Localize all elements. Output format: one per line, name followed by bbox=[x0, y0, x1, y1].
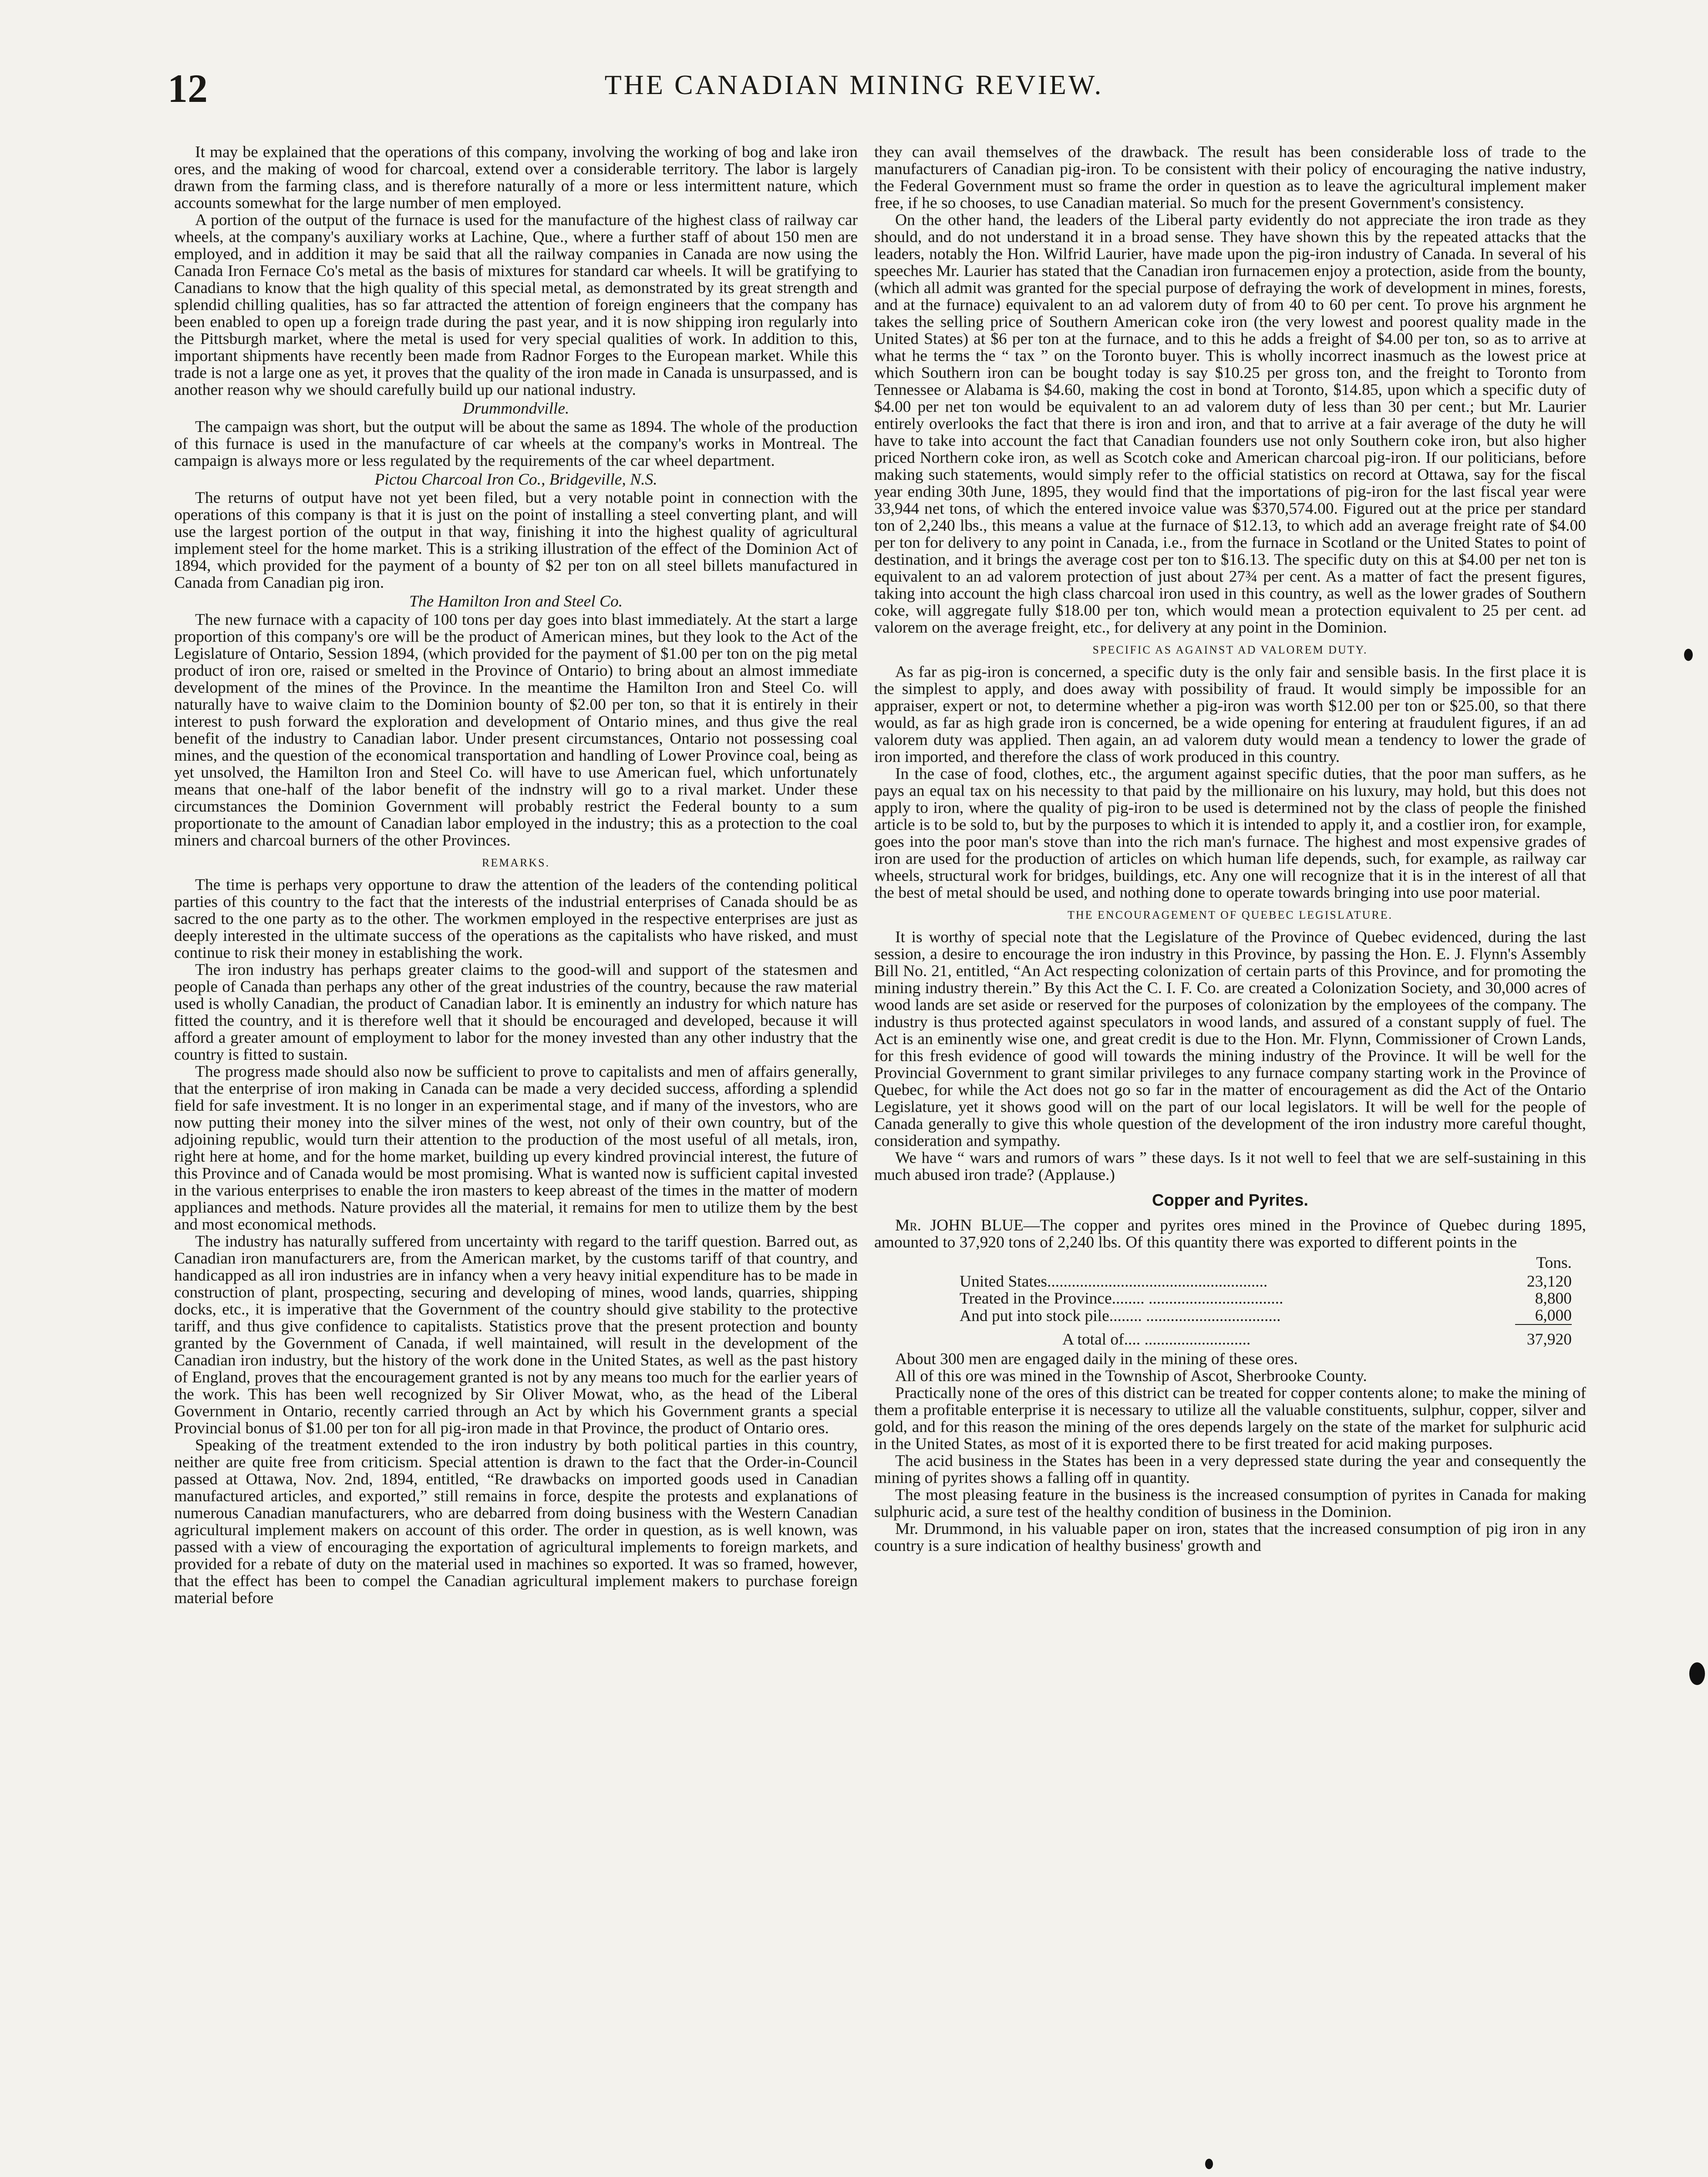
paragraph: About 300 men are engaged daily in the mining of these ores. bbox=[895, 1350, 1298, 1368]
paragraph: All of this ore was mined in the Township of Ascot, Sherbrooke County. bbox=[895, 1367, 1367, 1385]
table-cell-label: United States...................................................... bbox=[960, 1273, 1268, 1291]
right-column bbox=[874, 144, 1586, 1554]
section-heading-remarks: REMARKS. bbox=[482, 856, 550, 869]
table-row bbox=[960, 1290, 1572, 1307]
table-cell-value: 6,000 bbox=[1515, 1307, 1572, 1324]
paragraph: In the case of food, clothes, etc., the argument against specific duties, that the poor man suffers, as he pays an equal tax on his necessity to that paid by the millionaire on his luxury, may hold, but this does not apply to iron, where the quality of pig-iron to be used is determined not by the class of people the finished article is to be sold to, but by the purposes to which it is intended to apply it, and a costlier iron, for example, goes into the poor man's stove than into the rich man's furnace. The highest and most expensive grades of iron are used for the production of articles on which human life depends, such, for example, as railway car wheels, structural work for bridges, buildings, etc. Any one will recognize that it is in the interest of all that the best of metal should be used, and nothing done to operate towards bringing into use poor material. bbox=[874, 765, 1586, 902]
table-cell-value: 8,800 bbox=[1535, 1290, 1572, 1308]
table-total-row bbox=[960, 1324, 1572, 1348]
table-row bbox=[960, 1273, 1572, 1290]
paragraph: they can avail themselves of the drawback. The result has been considerable loss of trade to the manufacturers of Canadian pig-iron. To be consistent with their policy of encouraging the native industry, the Federal Government must so frame the order in question as to leave the agricultural implement maker free, if he so chooses, to use Canadian material. So much for the present Government's consistency. bbox=[874, 143, 1586, 212]
article-title-copper-pyrites: Copper and Pyrites. bbox=[1152, 1191, 1308, 1210]
tonnage-table bbox=[960, 1254, 1572, 1348]
tons-column-header: Tons. bbox=[1536, 1254, 1572, 1272]
section-heading-pictou: Pictou Charcoal Iron Co., Bridgeville, N.S. bbox=[374, 471, 657, 489]
paragraph: A portion of the output of the furnace is used for the manufacture of the highest class of railway car wheels, at the company's auxiliary works at Lachine, Que., where a further staff of about 150 men are employed, and in addition it may be said that all the railway companies in Canada are now using the Canada Iron Fernace Co's metal as the basis of mixtures for standard car wheels. It will be gratifying to Canadians to know that the high quality of this special metal, as demonstrated by its great strength and splendid chilling qualities, has so far attracted the attention of foreign engineers that the company has been enabled to open up a foreign trade during the past year, and it is now shipping iron regularly into the Pittsburgh market, where the metal is used for very special qualities of work. In addition to this, important shipments have recently been made from Radnor Forges to the European market. While this trade is not a large one as yet, it proves that the quality of the iron made in Canada is unsurpassed, and is another reason why we should carefully build up our national industry. bbox=[174, 211, 858, 399]
paragraph: The time is perhaps very opportune to draw the attention of the leaders of the contending political parties of this country to the fact that the interests of the industrial enterprises of Canada should be as sacred to the one party as to the other. The workmen employed in the respective enterprises are just as deeply interested in the ultimate success of the operations as the capitalists who have risked, and must continue to risk their money in establishing the work. bbox=[174, 876, 858, 962]
paragraph: The new furnace with a capacity of 100 tons per day goes into blast immediately. At the start a large proportion of this company's ore will be the product of American mines, but they look to the Act of the Legislature of Ontario, Session 1894, (which provided for the payment of $1.00 per ton on the pig metal product of iron ore, raised or smelted in the Province of Ontario) to bring about an almost immediate development of the mines of the Province. In the meantime the Hamilton Iron and Steel Co. will naturally have to waive claim to the Dominion bounty of $2.00 per ton, so that it is entirely in their interest to push forward the exploration and development of Ontario mines, and thus give the real benefit of the industry to Canadian labor. Under present circumstances, Ontario not possessing coal mines, and the question of the economical transportation and handling of Lower Province coal, being as yet unsolved, the Hamilton Iron and Steel Co. will have to use American fuel, which unfortunately means that one-half of the labor benefit of the indnstry will go to a rival market. Under these circumstances the Dominion Government will probably restrict the Federal bounty to a sum proportionate to the amount of Canadian labor employed in the industry; this as a protection to the coal miners and charcoal burners of the other Provinces. bbox=[174, 611, 858, 849]
table-cell-value: 23,120 bbox=[1526, 1273, 1572, 1291]
table-total-value: 37,920 bbox=[1526, 1331, 1572, 1348]
paragraph: The iron industry has perhaps greater claims to the good-will and support of the statesmen and people of Canada than perhaps any other of the great industries of the country, because the raw material used is wholly Canadian, the product of Canadian labor. It is eminently an industry for which nature has fitted the country, and it is therefore well that it should be encouraged and developed, because it will afford a greater amount of employment to labor for the money invested than any other industry that the country is fitted to sustain. bbox=[174, 961, 858, 1064]
table-row bbox=[960, 1307, 1572, 1324]
table-cell-label: And put into stock pile........ ................................. bbox=[960, 1307, 1281, 1325]
paragraph: The industry has naturally suffered from uncertainty with regard to the tariff question. Barred out, as Canadian iron manufacturers are, from the American market, by the customs tariff of that country, and handicapped as all iron industries are in infancy when a very heavy initial expenditure has to be made in construction of plant, prospecting, securing and developing of mines, wood lands, quarries, shipping docks, etc., it is imperative that the Government of the country should give stability to the protective tariff, and thus give confidence to capitalists. Statistics prove that the present protection and bounty granted by the Government of Canada, if well maintained, will result in the development of the Canadian iron industry, but the history of the work done in the United States, as well as the past history of England, proves that the encouragement granted is not by any means too much for the earlier years of the work. This has been well recognized by Sir Oliver Mowat, who, as the head of the Liberal Government in Ontario, recently carried through an Act by which his Government grants a special Provincial bonus of $1.00 per ton for all pig-iron made in that Province, the product of Ontario ores. bbox=[174, 1233, 858, 1437]
paragraph: The campaign was short, but the output will be about the same as 1894. The whole of the production of this furnace is used in the manufacture of car wheels at the company's works in Montreal. The campaign is always more or less regulated by the requirements of the car wheel department. bbox=[174, 418, 858, 470]
paragraph: It is worthy of special note that the Legislature of the Province of Quebec evidenced, during the last session, a desire to encourage the iron industry in this Province, by passing the Hon. E. J. Flynn's Assembly Bill No. 21, entitled, “An Act respecting colonization of certain parts of this Province, and for promoting the mining industry therein.” By this Act the C. I. F. Co. are created a Colonization Society, and 30,000 acres of wood lands are set aside or reserved for the purposes of colonization by the employees of the company. The industry is thus protected against speculators in wood lands, and assured of a constant supply of fuel. The Act is an eminently wise one, and great credit is due to the Hon. Mr. Flynn, Commissioner of Crown Lands, for this fresh evidence of good will towards the mining industry of the Province. It will be well for the Provincial Government to grant similar privileges to any furnace company starting work in the Province of Quebec, for while the Act does not go so far in the matter of encouragement as did the Act of the Ontario Legislature, yet it shows good will on the part of our local legislators. It will be well for the people of Canada generally to give this whole question of the development of the iron industry more careful thought, consideration and sympathy. bbox=[874, 928, 1586, 1150]
author-name: Mr. JOHN BLUE bbox=[895, 1217, 1024, 1234]
section-heading-quebec: THE ENCOURAGEMENT OF QUEBEC LEGISLATURE. bbox=[1067, 909, 1393, 921]
paragraph: As far as pig-iron is concerned, a specific duty is the only fair and sensible basis. In the first place it is the simplest to apply, and does away with possibility of fraud. It would simply be impossible for an appraiser, expert or not, to determine whether a pig-iron was worth $12.00 per ton or $25.00, so that there would, as far as high grade iron is concerned, be a wide opening for entering at fraudulent figures, if an ad valorem duty was applied. Then again, an ad valorem duty would mean a tendency to lower the grade of iron imported, and therefore the class of work produced in this country. bbox=[874, 663, 1586, 766]
paragraph: On the other hand, the leaders of the Liberal party evidently do not appreciate the iron trade as they should, and do not understand it in a broad sense. They have shown this by the repeated attacks that the leaders, notably the Hon. Wilfrid Laurier, have made upon the pig-iron industry of Canada. In several of his speeches Mr. Laurier has stated that the Canadian iron furnacemen enjoy a protection, aside from the bounty, (which all admit was granted for the special purpose of defraying the work of development in mines, forests, and at the furnace) equivalent to an ad valorem duty of from 40 to 60 per cent. To prove his argnment he takes the selling price of Southern American coke iron (the very lowest and poorest quality made in the United States) at $6 per ton at the furnace, and to this he adds a freight of $4.00 per ton, so as to arrive at what he terms the “ tax ” on the Toronto buyer. This is wholly incorrect inasmuch as the lowest price at which Southern iron can be bought today is say $10.25 per gross ton, and the freight to Toronto from Tennessee or Alabama is $4.60, making the cost in bond at Toronto, $14.85, upon which a specific duty of $4.00 per net ton would be equivalent to an ad valorem duty of less than 30 per cent.; but Mr. Laurier entirely overlooks the fact that there is iron and iron, and that to arrive at a fair average of the duty he will have to take into account the fact that Canadian founders use not only Southern coke iron, but also higher priced Northern coke iron, as well as Scotch coke and American charcoal pig-iron. If our politicians, before making such statements, would simply refer to the official statistics on record at Ottawa, say for the fiscal year ending 30th June, 1895, they would find that the importations of pig-iron for the last fiscal year were 33,944 net tons, of which the entered invoice value was $370,574.00. Figured out at the price per standard ton of 2,240 lbs., this means a value at the furnace of $12.13, to which add an average freight rate of $4.00 per ton for delivery to any point in Canada, i.e., from the furnace in Scotland or the United States to point of destination, and it brings the average cost per ton to $16.13. The specific duty on this at $4.00 per net ton is equivalent to an ad valorem protection of just about 27¾ per cent. As a matter of fact the present figures, taking into account the high class charcoal iron used in this country, as well as the lower grades of Southern coke, will aggregate fully $18.00 per ton, which would mean a protection equivalent to 25 per cent. ad valorem on the average freight, etc., for delivery at any point in the Dominion. bbox=[874, 211, 1586, 637]
paragraph: The returns of output have not yet been filed, but a very notable point in connection with the operations of this company is that it is just on the point of installing a steel converting plant, and will use the largest portion of the output in that way, finishing it into the highest quality of agricultural implement steel for the home market. This is a striking illustration of the effect of the Dominion Act of 1894, which provided for the payment of a bounty of $2 per ton on all steel billets manufactured in Canada from Canadian pig iron. bbox=[174, 489, 858, 592]
section-heading-drummondville: Drummondville. bbox=[462, 400, 569, 418]
paragraph: Mr. Drummond, in his valuable paper on iron, states that the increased consumption of pig iron in any country is a sure indication of healthy business' growth and bbox=[874, 1520, 1586, 1555]
binding-hole-mark bbox=[1684, 649, 1693, 661]
table-cell-label: Treated in the Province........ ................................. bbox=[960, 1290, 1284, 1308]
journal-title: THE CANADIAN MINING REVIEW. bbox=[604, 69, 1104, 100]
ink-speck-mark bbox=[1205, 2159, 1213, 2169]
paragraph: The acid business in the States has been in a very depressed state during the year and consequently the mining of pyrites shows a falling off in quantity. bbox=[874, 1452, 1586, 1487]
page-header bbox=[0, 65, 1708, 113]
paragraph: We have “ wars and rumors of wars ” these days. Is it not well to feel that we are self-sustaining in this much abused iron trade? (Applause.) bbox=[874, 1149, 1586, 1184]
paragraph: Speaking of the treatment extended to the iron industry by both political parties in this country, neither are quite free from criticism. Special attention is drawn to the fact that the Order-in-Council passed at Ottawa, Nov. 2nd, 1894, entitled, “Re drawbacks on imported goods used in Canadian manufactured articles, and exported,” still remains in force, despite the protests and explanations of numerous Canadian manufacturers, who are debarred from doing business with the Western Canadian agricultural implement makers on account of this order. The order in question, as is well known, was passed with a view of encouraging the exportation of agricultural implements to foreign markets, and provided for a rebate of duty on the material used in machines so exported. It was so framed, however, that the effect has been to compel the Canadian agricultural implement makers to purchase foreign material before bbox=[174, 1436, 858, 1607]
binding-hole-mark bbox=[1689, 1662, 1705, 1685]
paragraph: Practically none of the ores of this district can be treated for copper contents alone; to make the mining of them a profitable enterprise it is necessary to utilize all the valuable constituents, sulphur, copper, silver and gold, and for this reason the mining of the ores depends largely on the state of the market for sulphuric acid in the United States, as most of it is exported there to be first treated for acid making purposes. bbox=[874, 1384, 1586, 1453]
section-heading-hamilton: The Hamilton Iron and Steel Co. bbox=[409, 593, 623, 610]
table-total-label: A total of.... .......................... bbox=[1062, 1330, 1251, 1348]
page-number: 12 bbox=[168, 66, 208, 111]
copper-intro-text: —The copper and pyrites ores mined in the Province of Quebec during 1895, amounted to 37,920 tons of 2,240 lbs. Of this quantity there was exported to different points in the bbox=[874, 1217, 1587, 1251]
paragraph: The most pleasing feature in the business is the increased consumption of pyrites in Canada for making sulphuric acid, a sure test of the healthy condition of business in the Dominion. bbox=[874, 1486, 1586, 1521]
paragraph: It may be explained that the operations of this company, involving the working of bog and lake iron ores, and the making of wood for charcoal, extend over a considerable territory. The labor is largely drawn from the farming class, and is therefore naturally of a more or less intermittent nature, which accounts somewhat for the large number of men employed. bbox=[174, 143, 858, 212]
paragraph bbox=[874, 1217, 1586, 1251]
paragraph: The progress made should also now be sufficient to prove to capitalists and men of affairs generally, that the enterprise of iron making in Canada can be made a very decided success, affording a splendid field for safe investment. It is no longer in an experimental stage, and if many of the investors, who are now putting their money into the silver mines of the west, not only of their own country, but of the adjoining republic, would turn their attention to the production of the most useful of all metals, iron, right here at home, and for the home market, building up every kindred provincial interest, the future of this Province and of Canada would be most promising. What is wanted now is sufficient capital invested in the various enterprises to enable the iron masters to keep abreast of the times in the matter of modern appliances and methods. Nature provides all the material, it remains for men to utilize them by the best and most economical methods. bbox=[174, 1063, 858, 1233]
left-column bbox=[174, 144, 858, 1607]
section-heading-specific-duty: SPECIFIC AS AGAINST AD VALOREM DUTY. bbox=[1092, 644, 1368, 656]
